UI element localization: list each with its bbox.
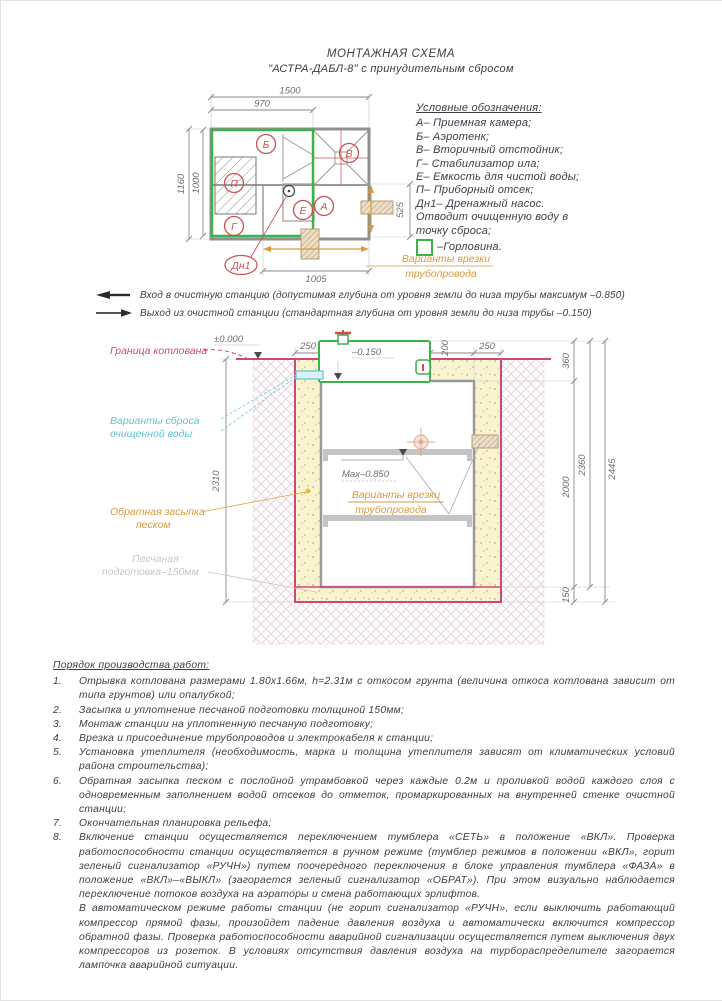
dim-2000: 2000 (561, 476, 572, 498)
label-p: П (230, 178, 238, 190)
item-number: 8. (53, 832, 63, 844)
level-0000-marker (254, 352, 262, 359)
item-number: 2. (53, 704, 63, 716)
dim-2310: 2310 (211, 470, 222, 492)
plan-pipe-note-line2: трубопровода (405, 268, 477, 280)
legend-item: Б– Аэротенк; (416, 130, 490, 143)
section-pipe-note-line1: Варианты врезки (351, 489, 441, 501)
legend-item: А– Приемная камера; (416, 117, 532, 130)
label-e: Е (299, 205, 307, 217)
pit-boundary-label: Граница котлована (110, 345, 208, 357)
drawing-title (121, 47, 661, 77)
item-text: Обратная засыпка песком с послойной утрамбовкой через каждые 0.2м и проливкой водой каждого слоя с одновременным заполнением водой отсеков до отметок, промаркированных на внутренней стенке очистной станции; (79, 775, 675, 816)
level-0150-text: –0.150 (352, 347, 382, 358)
dim-360: 360 (561, 353, 572, 369)
level-0000-text: ±0.000 (214, 334, 243, 345)
dim-2445: 2445 (607, 458, 618, 480)
dn1-label: Дн1 (231, 260, 251, 272)
plan-dim-525: 525 (395, 202, 406, 218)
section-tank-body (321, 381, 474, 587)
plan-pipe-stub-right (361, 201, 393, 214)
item-number: 5. (53, 747, 63, 759)
legend (416, 102, 634, 256)
item-text: Окончательная планировка рельефа; (79, 818, 272, 830)
backfill-marker-dot (306, 489, 311, 494)
item-text: Отрывка котлована размерами 1.80х1.66м, h=2.31м с откосом грунта (величина откоса котлована зависит от типа грунтов) или опалубкой; (79, 676, 675, 702)
sand-base-label-line1: Песчаная (132, 553, 179, 565)
item-text: Монтаж станции на уплотненную песчаную подготовку; (79, 718, 374, 730)
work-order-section (53, 659, 675, 973)
label-g: Г (231, 221, 237, 233)
dim-250-left: 250 (300, 341, 316, 352)
plan-pipe-stub-bottom (301, 229, 319, 259)
work-order-item (53, 675, 675, 703)
section-pipe-stub (472, 435, 498, 448)
backfill-label-line1: Обратная засыпка (110, 506, 205, 518)
title-line1: МОНТАЖНАЯ СХЕМА (326, 48, 456, 60)
work-order-item (53, 732, 675, 746)
work-order-item (53, 704, 675, 718)
work-order-title: Порядок производства работ: (53, 660, 210, 671)
label-b: Б (262, 139, 270, 151)
legend-title: Условные обозначения: (416, 102, 542, 114)
dim-200: 200 (440, 340, 451, 356)
work-order-item (53, 718, 675, 732)
dim-2360: 2360 (577, 454, 588, 476)
item-number: 4. (53, 733, 63, 745)
legend-item: В– Вторичный отстойник; (416, 144, 564, 157)
backfill-label-line2: песком (136, 519, 171, 531)
item-text: Установка утеплителя (необходимость, марка и толщина утеплителя зависят от климатических условий района строительства); (79, 747, 675, 773)
item-number: 1. (53, 676, 63, 688)
legend-item: Г– Стабилизатор ила; (416, 157, 540, 170)
work-order-item (53, 746, 675, 774)
discharge-label-line1: Варианты сброса (110, 415, 200, 427)
discharge-label-line2: очищенной воды (110, 428, 193, 440)
outlet-arrow-icon (96, 308, 132, 318)
legend-item: П– Приборный отсек; (416, 184, 534, 197)
plan-dim-1000: 1000 (191, 172, 202, 194)
plan-pipe-note-line1: Варианты врезки (401, 253, 491, 265)
item-text: Включение станции осуществляется переключением тумблера «СЕТЬ» в положение «ВКЛ». Проверка работоспособности станции осуществляется в ручном режиме (тумблер режимов в положении «ВКЛ», горит зеленый сигнализатор «РУЧН») путем поочередного переключения в блоке управления тумблера «ФАЗА» в положение «ВКЛ»–«ВЫКЛ» (загорается зеленый сигнализатор «ОБРАТ»). При этом визуально наблюдается переключение потоков воздуха на аэраторы и смена работающих эрлифтов. (79, 832, 675, 901)
work-order-item (53, 775, 675, 818)
work-order-item (53, 831, 675, 902)
plan-dim-1160: 1160 (176, 173, 187, 195)
label-a: А (320, 201, 328, 213)
pit-boundary-leader (204, 350, 246, 358)
title-line2: "АСТРА-ДАБЛ-8" с принудительным сбросом (268, 63, 514, 75)
sand-base-label-line2: подготовка–150мм (102, 566, 199, 578)
work-order-paragraph: В автоматическом режиме работы станции (не горит сигнализатор «РУЧН», если выключить работающий компрессор прямой фазы, произойдет падение давления воздуха и автоматически включится компрессор обратной фазы. Проверка работоспособности аварийной сигнализации осуществляется путем выключения двух компрессоров из розеток. В условиях отсутствия давления воздуха на турбораспределителе загорается лампочка аварийной ситуации. (79, 903, 675, 972)
item-text: Врезка и присоединение трубопроводов и электрокабеля к станции; (79, 733, 434, 745)
neck-square-icon (416, 239, 433, 256)
outlet-note-text: Выход из очистной станции (стандартная глубина от уровня земли до низа трубы –0.150) (140, 307, 592, 319)
max-level-text: Max–0.850 (342, 469, 390, 480)
item-text: Засыпка и уплотнение песчаной подготовки толщиной 150мм; (79, 704, 405, 716)
plan-dim-1500: 1500 (279, 85, 301, 97)
legend-item: Дн1– Дренажный насос. (416, 197, 545, 210)
legend-item: точку сброса; (416, 224, 492, 237)
legend-gorlovina-label: –Горловина. (437, 240, 503, 253)
plan-dim-1005: 1005 (305, 274, 327, 285)
cross-section-drawing (86, 329, 646, 664)
item-number: 6. (53, 775, 63, 787)
section-pipe-note-line2: трубопровода (355, 504, 427, 516)
vent-icon (335, 330, 351, 344)
plan-dim-970: 970 (254, 98, 270, 110)
inlet-note-row (96, 287, 696, 303)
item-number: 3. (53, 718, 63, 730)
inlet-arrow-icon (96, 290, 132, 300)
outlet-note-row (96, 305, 696, 321)
item-number: 7. (53, 818, 63, 830)
inlet-note-text: Вход в очистную станцию (допустимая глубина от уровня земли до низа трубы максимум –0.850) (140, 289, 625, 301)
legend-item: Е– Емкость для чистой воды; (416, 171, 580, 184)
discharge-pipe (296, 371, 323, 379)
work-order-item (53, 817, 675, 831)
label-v: В (345, 148, 353, 160)
legend-gorlovina-row (416, 239, 634, 256)
plan-drain-pump-dot (288, 190, 291, 193)
dim-150: 150 (561, 587, 572, 603)
legend-item: Отводит очищенную воду в (416, 211, 569, 224)
dim-250-right: 250 (479, 341, 495, 352)
